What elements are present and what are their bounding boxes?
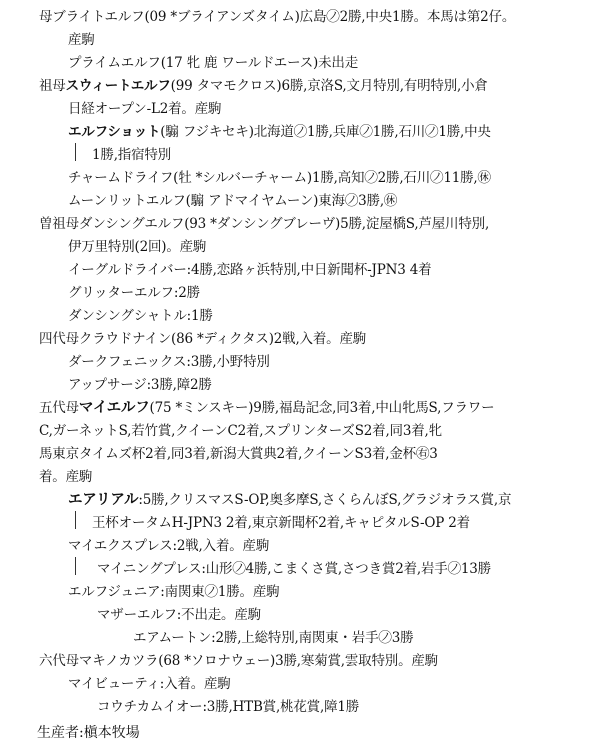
tree-connector xyxy=(75,557,76,575)
granddam-offspring-2: チャームドライフ(牡 *シルバーチャーム)1勝,高知㋨2勝,石川㋨11勝,㊡ xyxy=(68,170,491,186)
granddam-line: 祖母スウィートエルフ(99 タマモクロス)6勝,京洛S,文月特別,有明特別,小倉 xyxy=(39,78,488,94)
granddam-line-cont: 日経オープン-L2着。産駒 xyxy=(68,101,222,117)
tree-connector xyxy=(75,143,76,161)
6th-dam-grand-offspring-1: コウチカムイオー:3勝,HTB賞,桃花賞,障1勝 xyxy=(97,699,360,715)
great-granddam-offspring-3: ダンシングシャトル:1勝 xyxy=(68,308,213,324)
5th-dam-grand-offspring-2: エルフジュニア:南関東㋨1勝。産駒 xyxy=(68,584,280,600)
6th-dam-line: 六代母マキノカツラ(68 *ソロナウェー)3勝,寒菊賞,雲取特別。産駒 xyxy=(39,653,438,669)
great-granddam-offspring-1: イーグルドライバー:4勝,恋路ヶ浜特別,中日新聞杯-JPN3 4着 xyxy=(68,262,432,278)
breeder-line: 生産者:槇本牧場 xyxy=(37,725,140,741)
4th-dam-line: 四代母クラウドナイン(86 *ディクタス)2戦,入着。産駒 xyxy=(39,331,367,347)
granddam-offspring-3: ムーンリットエルフ(騸 アドマイヤムーン)東海㋨3勝,㊡ xyxy=(68,193,398,209)
dam-offspring-header: 産駒 xyxy=(68,32,95,48)
great-granddam-offspring-2: グリッターエルフ:2勝 xyxy=(68,285,200,301)
5th-dam-offspring-1-cont: 王杯オータムH-JPN3 2着,東京新聞杯2着,キャピタルS-OP 2着 xyxy=(92,515,470,531)
6th-dam-offspring-1: マイビューティ:入着。産駒 xyxy=(68,676,231,692)
granddam-offspring-1: エルフショット(騸 フジキセキ)北海道㋨1勝,兵庫㋨1勝,石川㋨1勝,中央 xyxy=(68,124,491,140)
5th-dam-offspring-2: マイエクスプレス:2戦,入着。産駒 xyxy=(68,538,270,554)
5th-dam-line-cont-3: 着。産駒 xyxy=(39,469,93,485)
granddam-offspring-1-cont: 1勝,指宿特別 xyxy=(92,147,171,163)
tree-connector xyxy=(75,511,76,529)
great-granddam-line: 曽祖母ダンシングエルフ(93 *ダンシングブレーヴ)5勝,淀屋橋S,芦屋川特別, xyxy=(39,216,490,232)
5th-dam-grand-offspring-1: マイニングプレス:山形㋨4勝,こまくさ賞,さつき賞2着,岩手㋨13勝 xyxy=(97,561,491,577)
5th-dam-great-great-grand-offspring: エアムートン:2勝,上総特別,南関東・岩手㋨3勝 xyxy=(133,630,414,646)
5th-dam-offspring-1: エアリアル:5勝,クリスマスS-OP,奥多摩S,さくらんぼS,グラジオラス賞,京 xyxy=(68,492,512,508)
great-granddam-line-cont: 伊万里特別(2回)。産駒 xyxy=(68,239,207,255)
dam-line: 母ブライトエルフ(09 *ブライアンズタイム)広島㋨2勝,中央1勝。本馬は第2仔。 xyxy=(39,9,516,25)
5th-dam-line-cont-2: 馬東京タイムズ杯2着,同3着,新潟大賞典2着,クイーンS3着,金杯㊨3 xyxy=(39,446,438,462)
dam-offspring-1: プライムエルフ(17 牝 鹿 ワールドエース)未出走 xyxy=(68,55,358,71)
5th-dam-great-grand-offspring: マザーエルフ:不出走。産駒 xyxy=(97,607,261,623)
5th-dam-line: 五代母マイエルフ(75 *ミンスキー)9勝,福島記念,同3着,中山牝馬S,フラワー xyxy=(39,400,495,416)
4th-dam-offspring-2: アップサージ:3勝,障2勝 xyxy=(68,377,212,393)
4th-dam-offspring-1: ダークフェニックス:3勝,小野特別 xyxy=(68,354,270,370)
5th-dam-line-cont-1: C,ガーネットS,若竹賞,クイーンC2着,スプリンターズS2着,同3着,牝 xyxy=(39,423,442,439)
